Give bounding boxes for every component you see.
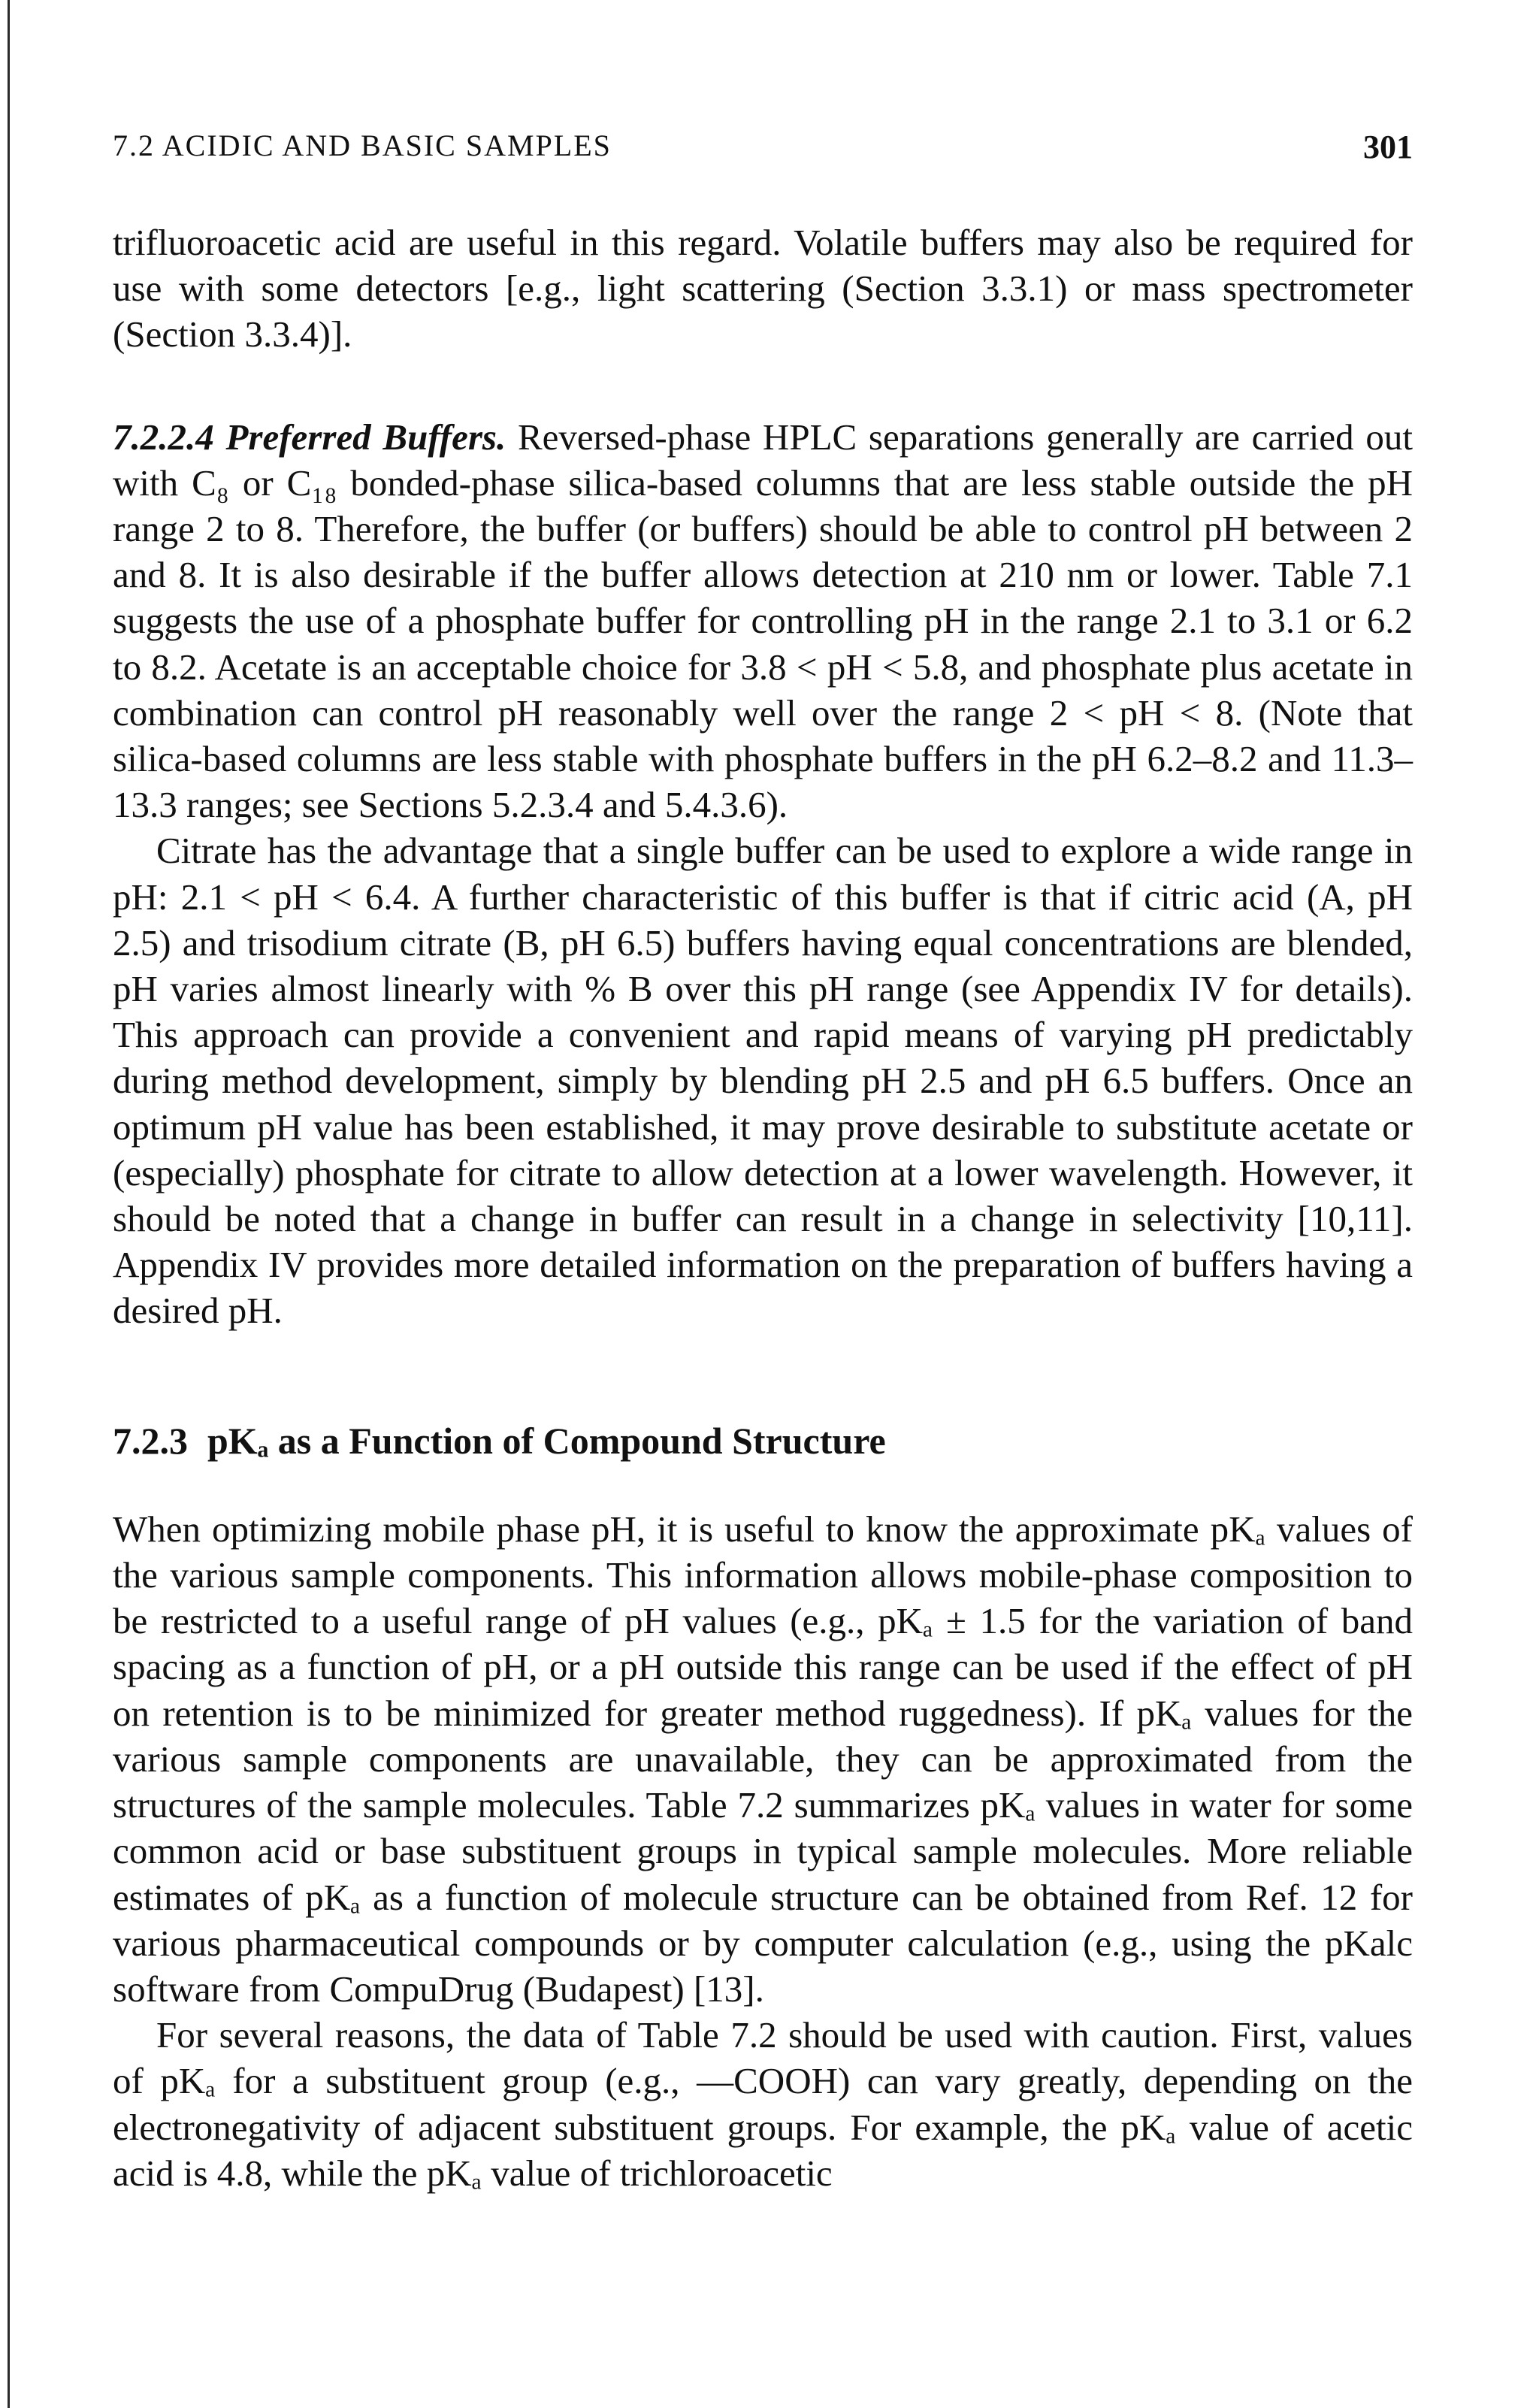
paragraph-preferred-buffers <box>113 414 1413 828</box>
paragraph-continued: trifluoroacetic acid are useful in this regard. Volatile buffers may also be required for use with some detectors [e.g., light scattering (Section 3.3.1) or mass spectrometer (Section 3.3.4)]. <box>113 222 1413 355</box>
running-header-title: 7.2 ACIDIC AND BASIC SAMPLES <box>113 129 612 162</box>
page-number: 301 <box>1363 129 1413 165</box>
body-text <box>113 219 1413 2196</box>
section-number: 7.2.3 <box>113 1419 188 1462</box>
section-title: pKₐ as a Function of Compound Structure <box>207 1419 886 1462</box>
subsection-heading: 7.2.2.4 Preferred Buffers. <box>113 416 506 458</box>
section-heading <box>113 1418 1413 1464</box>
paragraph-citrate: Citrate has the advantage that a single buffer can be used to explore a wide range in pH: 2.1 < pH < 6.4. A further characteristic of this buffer is that if citric acid (A, pH 2.5) and trisodium citrate (B, pH 6.5) buffers having equal concentrations are blended, pH varies almost linearly with % B over this pH range (see Appendix IV for details). This approach can provide a convenient and rapid means of varying pH predictably during method development, simply by blending pH 2.5 and pH 6.5 buffers. Once an optimum pH value has been established, it may prove desirable to substitute acetate or (especially) phosphate for citrate to allow detection at a lower wavelength. However, it should be noted that a change in buffer can result in a change in selectivity [10,11]. Appendix IV provides more detailed information on the preparation of buffers having a desired pH. <box>113 830 1413 1332</box>
paragraph-text: Reversed-phase HPLC separations generally are carried out with C₈ or C₁₈ bonded-phase silica-based columns that are less stable outside the pH range 2 to 8. Therefore, the buffer (or buffers) should be able to control pH between 2 and 8. It is also desirable if the buffer allows detection at 210 nm or lower. Table 7.1 suggests the use of a phosphate buffer for controlling pH in the range 2.1 to 3.1 or 6.2 to 8.2. Acetate is an acceptable choice for 3.8 < pH < 5.8, and phosphate plus acetate in combination can control pH reasonably well over the range 2 < pH < 8. (Note that silica-based columns are less stable with phosphate buffers in the pH 6.2–8.2 and 11.3–13.3 ranges; see Sections 5.2.3.4 and 5.4.3.6). <box>113 416 1414 826</box>
running-header <box>113 128 1413 180</box>
paragraph-pka-intro: When optimizing mobile phase pH, it is useful to know the approximate pKₐ values of the various sample components. This information allows mobile-phase composition to be restricted to a useful range of pH values (e.g., pKₐ ± 1.5 for the variation of band spacing as a function of pH, or a pH outside this range can be used if the effect of pH on retention is to be minimized for greater method ruggedness). If pKₐ values for the various sample components are unavailable, they can be approximated from the structures of the sample molecules. Table 7.2 summarizes pKₐ values in water for some common acid or base substituent groups in typical sample molecules. More reliable estimates of pKₐ as a function of molecule structure can be obtained from Ref. 12 for various pharmaceutical compounds or by computer calculation (e.g., using the pKalc software from CompuDrug (Budapest) [13]. <box>113 1508 1413 2010</box>
paragraph-caution: For several reasons, the data of Table 7.2 should be used with caution. First, values of pKₐ for a substituent group (e.g., —COOH) can vary greatly, depending on the electronegativity of adjacent substituent groups. For example, the pKₐ value of acetic acid is 4.8, while the pKₐ value of trichloroacetic <box>113 2014 1413 2194</box>
page-edge-line <box>8 0 10 2408</box>
